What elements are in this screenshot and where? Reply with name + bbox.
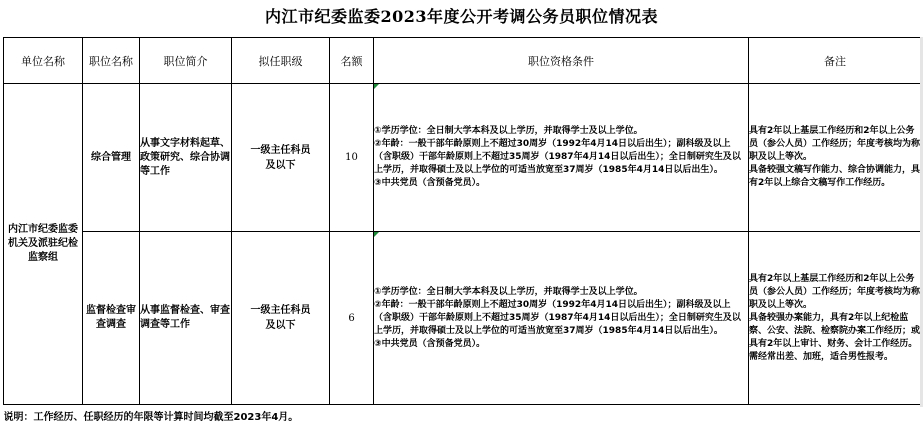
note-line: 需经常出差、加班，适合男性报考。 — [749, 351, 894, 362]
requirement-line: ②年龄：一般干部年龄原则上不超过30周岁（1992年4月14日以后出生）；副科级及以上（含职级）干部年龄原则上不超过35周岁（1987年4月14日以后出生）；全日制研究生及以上学历，并取得硕士及以上学位的可适当放宽至37周岁（1985年4月14日以后出生）。 — [374, 139, 741, 175]
cell-level[interactable] — [232, 84, 330, 232]
table-row — [4, 232, 922, 405]
header-unit[interactable]: 单位名称 — [4, 38, 83, 84]
header-description[interactable]: 职位简介 — [140, 38, 232, 84]
requirement-line: ③中共党员（含预备党员）。 — [374, 178, 486, 188]
cell-position[interactable]: 监督检查审查调查 — [83, 232, 140, 405]
cell-requirements[interactable] — [374, 232, 749, 405]
cell-notes[interactable] — [749, 232, 922, 405]
note-line: 具有2年以上基层工作经历和2年以上公务员（参公人员）工作经历；年度考核均为称职及以上等次。 — [749, 273, 921, 310]
header-requirements[interactable]: 职位资格条件 — [374, 38, 749, 84]
position-table — [3, 37, 922, 425]
comment-flag-icon — [374, 84, 379, 89]
footnote-row — [4, 405, 922, 426]
note-line: 具备较强文稿写作能力、综合协调能力，具有2年以上综合文稿写作工作经历。 — [749, 165, 921, 188]
level-text: 一级主任科员及以下 — [250, 144, 311, 171]
header-notes[interactable]: 备注 — [749, 38, 922, 84]
comment-flag-icon — [374, 232, 379, 237]
cell-requirements[interactable] — [374, 84, 749, 232]
page-title: 内江市纪委监委2023年度公开考调公务员职位情况表 — [264, 7, 659, 26]
note-line: 具有2年以上基层工作经历和2年以上公务员（参公人员）工作经历；年度考核均为称职及以上等次。 — [749, 126, 921, 162]
table-row — [4, 84, 922, 232]
note-line: 具备较强办案能力，具有2年以上纪检监察、公安、法院、检察院办案工作经历；或具有2年以上审计、财务、会计工作经历。 — [749, 312, 921, 349]
header-quota[interactable]: 名额 — [330, 38, 374, 84]
level-text: 一级主任科员及以下 — [250, 305, 311, 331]
cell-quota[interactable]: 6 — [330, 232, 374, 405]
header-position[interactable]: 职位名称 — [83, 38, 140, 84]
cell-position[interactable]: 综合管理 — [83, 84, 140, 232]
requirement-line: ③中共党员（含预备党员）。 — [374, 338, 486, 349]
table-header-row — [4, 38, 922, 84]
header-level[interactable]: 拟任职级 — [232, 38, 330, 84]
requirement-line: ①学历学位：全日制大学本科及以上学历，并取得学士及以上学位。 — [374, 286, 643, 297]
cell-unit-name[interactable]: 内江市纪委监委机关及派驻纪检监察组 — [4, 84, 83, 405]
cell-level[interactable] — [232, 232, 330, 405]
cell-description[interactable]: 从事文字材料起草、政策研究、综合协调等工作 — [140, 84, 232, 232]
requirement-line: ①学历学位：全日制大学本科及以上学历，并取得学士及以上学位。 — [374, 126, 643, 136]
requirement-line: ②年龄：一般干部年龄原则上不超过30周岁（1992年4月14日以后出生）；副科级及以上（含职级）干部年龄原则上不超过35周岁（1987年4月14日以后出生）；全日制研究生及以上学历，并取得硕士及以上学位的可适当放宽至37周岁（1985年4月14日以后出生）。 — [374, 299, 741, 336]
footnote[interactable]: 说明：工作经历、任职经历的年限等计算时间均截至2023年4月。 — [4, 405, 922, 426]
cell-description[interactable]: 从事监督检查、审查调查等工作 — [140, 232, 232, 405]
cell-quota[interactable]: 10 — [330, 84, 374, 232]
cell-notes[interactable] — [749, 84, 922, 232]
